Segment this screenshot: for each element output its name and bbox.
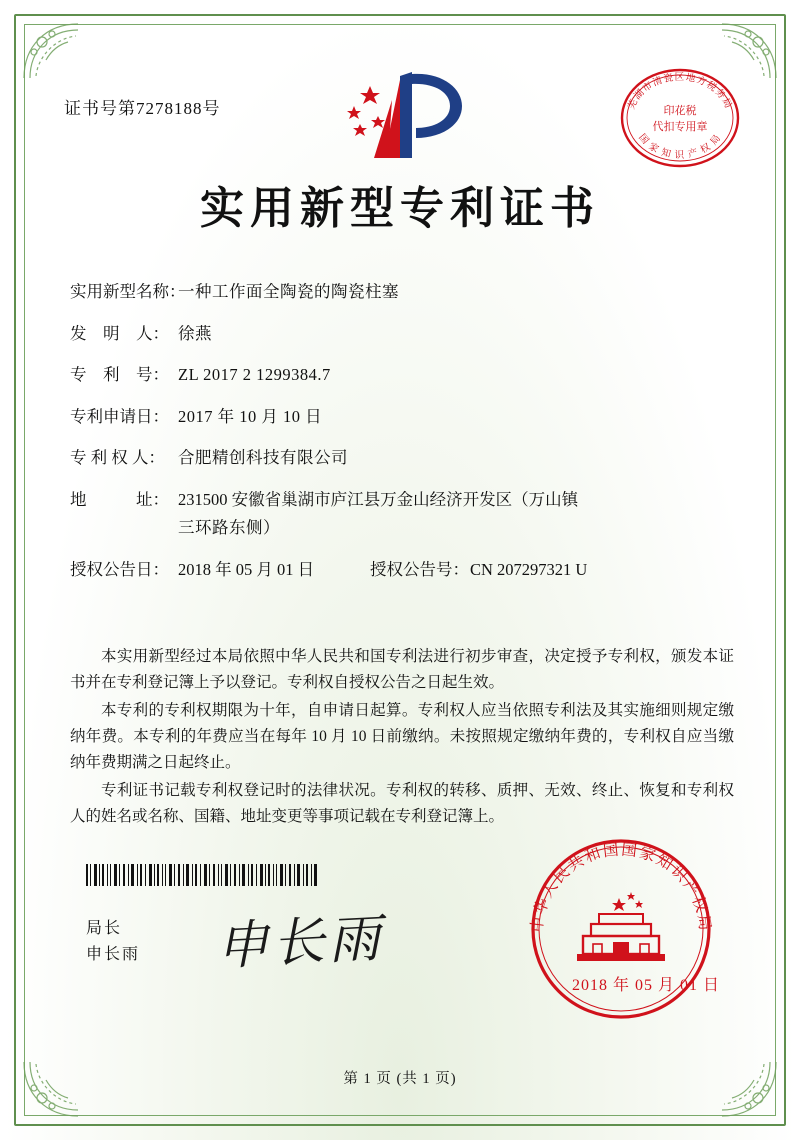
field-list bbox=[70, 284, 736, 578]
paragraph-2: 本专利的专利权期限为十年，自申请日起算。专利权人应当依照专利法及其实施细则规定缴纳年费。本专利的年费应当在每年 10 月 10 日前缴纳。未按照规定缴纳年费的，专利权自应当缴纳年费期满之日起终止。 bbox=[70, 702, 734, 771]
field-label: 授权公告号： bbox=[370, 559, 469, 579]
seal-date: 2018 年 05 月 01 日 bbox=[571, 977, 720, 994]
svg-text:中华人民共和国国家知识产权局: 中华人民共和国国家知识产权局 bbox=[528, 841, 714, 934]
sipo-logo-icon bbox=[334, 66, 484, 166]
field-inventor bbox=[70, 323, 736, 343]
field-label: 专 利 权 人： bbox=[70, 448, 165, 467]
field-value: 一种工作面全陶瓷的陶瓷柱塞 bbox=[178, 282, 399, 301]
field-value: 2017 年 10 月 10 日 bbox=[178, 406, 323, 426]
certificate-number: 证书号第7278188号 bbox=[64, 99, 221, 118]
director-name-label: 申长雨 bbox=[86, 946, 141, 963]
page-title: 实用新型专利证书 bbox=[200, 184, 600, 233]
barcode bbox=[86, 864, 318, 886]
field-grant-row bbox=[70, 559, 736, 579]
field-value: 徐燕 bbox=[178, 323, 212, 343]
page-footer: 第 1 页 (共 1 页) bbox=[343, 1071, 457, 1087]
field-value: 合肥精创科技有限公司 bbox=[178, 448, 348, 467]
field-value: 2018 年 05 月 01 日 bbox=[178, 559, 315, 579]
field-label: 实用新型名称： bbox=[70, 282, 186, 301]
signature-labels bbox=[86, 916, 140, 968]
svg-text:国 家 知 识 产 权 局: 国 家 知 识 产 权 局 bbox=[636, 132, 724, 161]
field-value: CN 207297321 U bbox=[470, 559, 588, 579]
field-grant-date bbox=[70, 559, 370, 579]
svg-text:代扣专用章: 代扣专用章 bbox=[652, 121, 708, 133]
field-grant-number bbox=[370, 559, 736, 579]
field-label: 发 明 人： bbox=[70, 323, 169, 343]
field-application-date bbox=[70, 406, 736, 426]
field-address bbox=[70, 489, 736, 537]
certificate-content bbox=[44, 44, 756, 1096]
legal-text bbox=[70, 644, 734, 832]
stamp-duty-seal bbox=[614, 62, 746, 174]
field-utility-model-name bbox=[70, 284, 736, 301]
field-label: 授权公告日： bbox=[70, 559, 169, 579]
field-label: 专 利 号： bbox=[70, 365, 169, 384]
handwritten-signature: 申长雨 bbox=[214, 910, 386, 977]
svg-text:印花税: 印花税 bbox=[663, 105, 697, 117]
field-label: 地 址： bbox=[70, 489, 169, 509]
field-label: 专利申请日： bbox=[70, 406, 169, 426]
field-patent-number bbox=[70, 367, 736, 384]
director-title-label: 局长 bbox=[86, 920, 123, 937]
paragraph-3: 专利证书记载专利权登记时的法律状况。专利权的转移、质押、无效、终止、恢复和专利权人的姓名或名称、国籍、地址变更等事项记载在专利登记簿上。 bbox=[70, 782, 734, 825]
address-line-2: 三环路东侧） bbox=[178, 518, 280, 537]
paragraph-1: 本实用新型经过本局依照中华人民共和国专利法进行初步审查，决定授予专利权，颁发本证书并在专利登记簿上予以登记。专利权自授权公告之日起生效。 bbox=[70, 648, 734, 691]
svg-text:芜湖市清瓷区地方税务局: 芜湖市清瓷区地方税务局 bbox=[626, 73, 734, 112]
national-seal bbox=[526, 834, 716, 1024]
field-value: ZL 2017 2 1299384.7 bbox=[178, 365, 331, 384]
address-line-1: 231500 安徽省巢湖市庐江县万金山经济开发区（万山镇 bbox=[178, 489, 579, 509]
field-patentee bbox=[70, 450, 736, 467]
